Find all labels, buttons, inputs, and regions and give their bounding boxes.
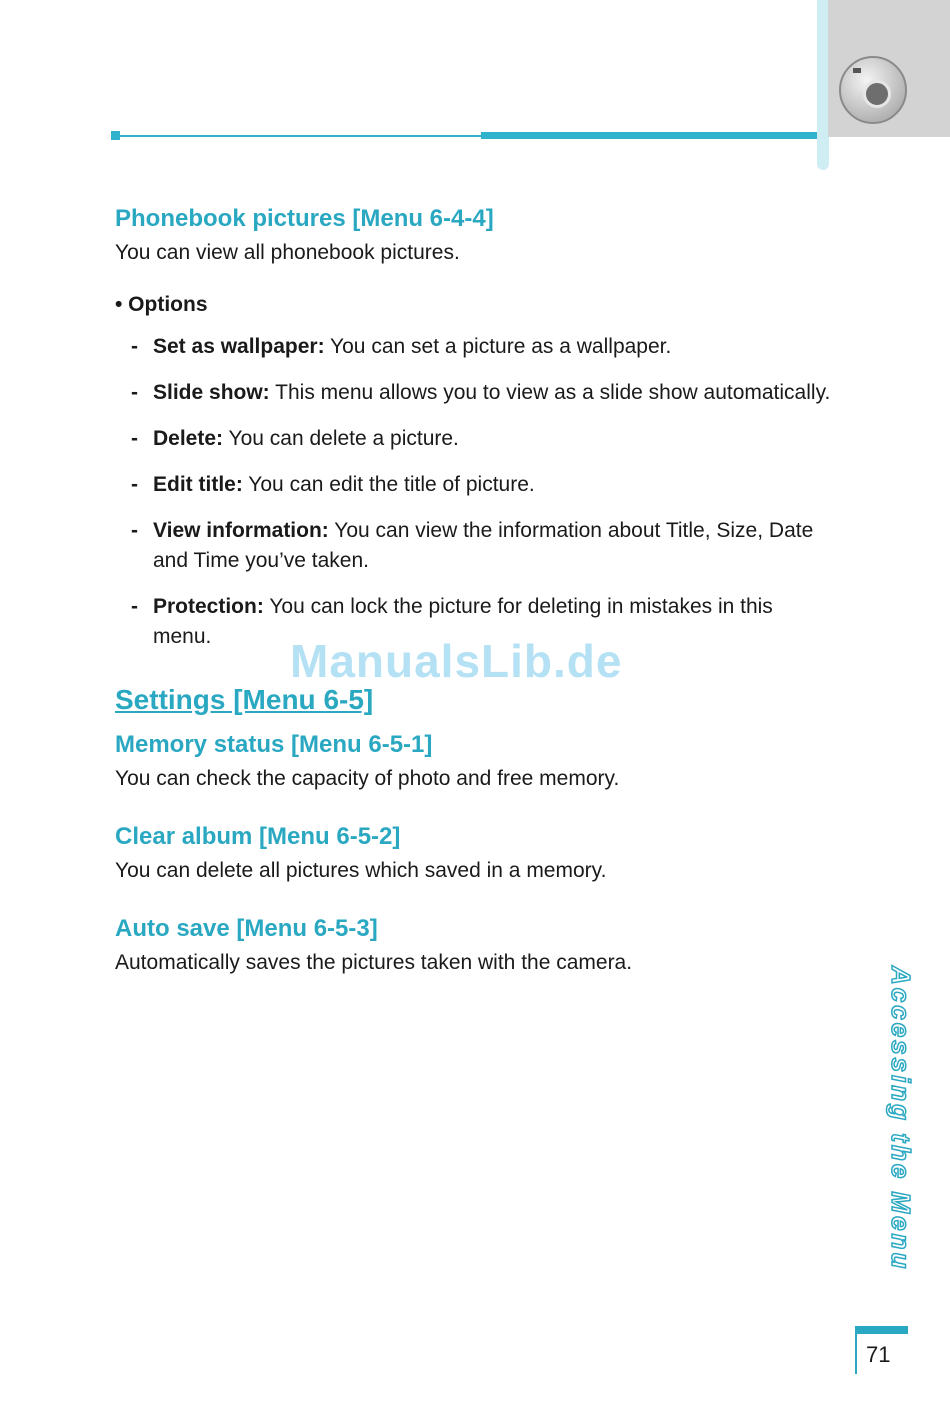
phonebook-pictures-heading: Phonebook pictures [Menu 6-4-4] xyxy=(115,205,494,232)
option-item: - Slide show: This menu allows you to view as a slide show automatically. xyxy=(131,381,831,404)
settings-heading: Settings [Menu 6-5] xyxy=(115,684,374,715)
camera-icon xyxy=(839,56,907,124)
side-label xyxy=(880,966,920,1316)
header-rule-thick xyxy=(481,132,817,139)
auto-save-heading: Auto save [Menu 6-5-3] xyxy=(115,915,378,942)
clear-album-desc: You can delete all pictures which saved in a memory. xyxy=(115,859,607,882)
page-number-line xyxy=(855,1334,857,1374)
auto-save-desc: Automatically saves the pictures taken with the camera. xyxy=(115,951,633,974)
option-item: - Set as wallpaper: You can set a picture as a wallpaper. xyxy=(131,335,672,358)
option-text: You can delete a picture. xyxy=(228,427,459,450)
page-number: 71 xyxy=(866,1342,891,1367)
option-term: View information: xyxy=(153,519,329,542)
page-number-bar xyxy=(855,1326,908,1334)
watermark: ManualsLib.de xyxy=(290,635,623,687)
option-text: You can set a picture as a wallpaper. xyxy=(330,335,672,358)
header-rule-thin xyxy=(113,135,481,137)
options-list xyxy=(115,332,835,652)
page-content xyxy=(115,200,835,978)
option-term: Edit title: xyxy=(153,473,243,496)
option-term: Protection: xyxy=(153,595,264,618)
phonebook-pictures-desc: You can view all phonebook pictures. xyxy=(115,241,460,264)
option-item: - Protection: You can lock the picture for deleting in mistakes in this menu. xyxy=(131,595,773,648)
options-heading: • Options xyxy=(115,293,208,316)
option-term: Delete: xyxy=(153,427,224,450)
option-item: - View information: You can view the information about Title, Size, Date and Time you’ve taken. xyxy=(131,519,814,572)
option-text: You can edit the title of picture. xyxy=(248,473,535,496)
clear-album-heading: Clear album [Menu 6-5-2] xyxy=(115,823,401,850)
memory-status-desc: You can check the capacity of photo and free memory. xyxy=(115,767,620,790)
memory-status-heading: Memory status [Menu 6-5-1] xyxy=(115,731,433,758)
camera-lens xyxy=(863,80,891,108)
option-text: This menu allows you to view as a slide show automatically. xyxy=(275,381,831,404)
option-text: You can view the information about Title, Size, Date and Time you’ve taken. xyxy=(153,519,814,572)
option-item: - Edit title: You can edit the title of picture. xyxy=(131,473,535,496)
camera-flash xyxy=(853,68,861,73)
side-label-text: Accessing the Menu xyxy=(886,966,916,1272)
option-text: You can lock the picture for deleting in mistakes in this menu. xyxy=(153,595,773,648)
option-item: - Delete: You can delete a picture. xyxy=(131,427,459,450)
option-term: Slide show: xyxy=(153,381,270,404)
option-term: Set as wallpaper: xyxy=(153,335,325,358)
